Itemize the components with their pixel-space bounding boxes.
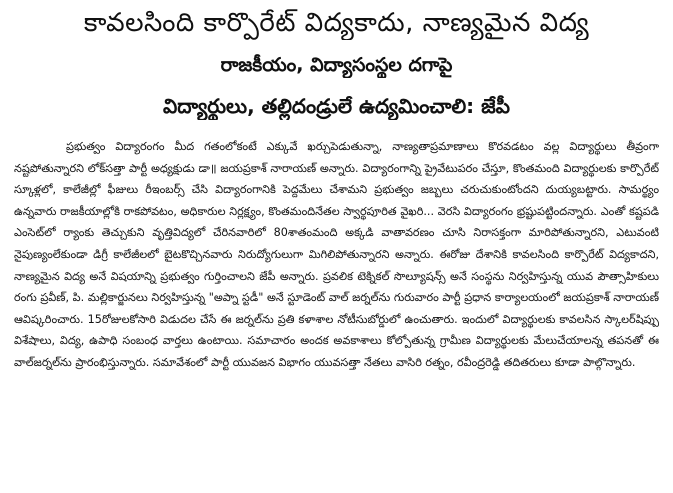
article-headline: కావలసింది కార్పొరేట్ విద్యకాదు, నాణ్యమైన విద్య: [83, 8, 590, 38]
article-subheading-first: రాజకీయం, విద్యాసంస్థల దగాపై: [220, 54, 453, 76]
article-body-paragraph: ప్రభుత్వం విద్యారంగం మీద గతంలోకంటే ఎక్కువే ఖర్చుపెడుతున్నా, నాణ్యతాప్రమాణాలు కొరవడటం వల్ల విద్యార్థులు తీవ్రంగా నష్టపోతున్నారని లోక్‌సత్తా పార్టీ అధ్యక్షుడు డా॥ జయప్రకాశ్ నారాయణ్ అన్నారు. విద్యారంగాన్ని ప్రైవేటుపరం చేస్తూ, కొంతమంది విద్యార్థులకు కార్పొరేట్ స్కూళ్లలో, కాలేజీల్లో ఫీజులు రీఇంబర్స్ చేసి విద్యారంగానికి పెద్దమేలు చేశామని ప్రభుత్వం జబ్బలు చరుచుకుంటోందని దుయ్యబట్టారు. సామర్థ్యం ఉన్నవారు రాజకీయాల్లోకి రాకపోవటం, అధికారుల నిర్లక్ష్యం, కొంతమందినేతల స్వార్థపూరిత వైఖరి... వెరసి విద్యారంగం భ్రష్టుపట్టిందన్నారు. ఎంతో కష్టపడి ఎంసెట్‌లో ర్యాంకు తెచ్చుకుని వృత్తివిద్యలో చేరినవారిలో 80శాతంమంది అక్కడి వాతావరణం చూసి నిరాసక్తంగా మారిపోతున్నారని, ఎటువంటి నైపుణ్యంలేకుండా డిగ్రీ కాలేజీలలో బైటకొచ్చినవారు నిరుద్యోగులుగా మిగిలిపోతున్నారని అన్నారు. ఈరోజు దేశానికి కావలసింది కార్పొరేట్ విద్యకాదని, నాణ్యమైన విద్య అనే విషయాన్ని ప్రభుత్వం గుర్తించాలని జేపీ అన్నారు. ప్రవలిక టెక్నికల్ సొల్యూషన్స్ అనే సంస్థను నిర్వహిస్తున్న యువ పౌత్సాహికులు రంగు ప్రవీణ్, పి. మల్లికార్జునలు నిర్వహిస్తున్న "అప్నా స్టడీ" అనే స్టూడెంట్ వాల్ జర్నల్‌ను గురువారం పార్టీ ప్రధాన కార్యాలయంలో జయప్రకాశ్ నారాయణ్ ఆవిష్కరించారు. 15రోజులకోసారి విడుదల చేసే ఈ జర్నల్‌ను ప్రతి కళాశాల నోటీసుబోర్డులో ఉంచుతారు. ఇందులో విద్యార్థులకు కావలసిన స్కాలర్‌షిప్పు విశేషాలు, విద్య, ఉపాధి సంబంధ వార్తలు ఉంటాయి. సమాచారం అందక అవకాశాలు కోల్పోతున్న గ్రామీణ విద్యార్థులకు మేలుచేయాలన్న తపనతో ఈ వాల్‌జర్నల్‌ను ప్రారంభిస్తున్నారు. సమావేశంలో పార్టీ యువజన విభాగం యువసత్తా నేతలు వాసిరి రత్నం, రవీంద్రరెడ్డి తదితరులు కూడా పాల్గొన్నారు.: [14, 140, 659, 369]
article-subheading-second: విద్యార్థులు, తల్లిదండ్రులే ఉద్యమించాలి: జేపీ: [163, 94, 510, 118]
